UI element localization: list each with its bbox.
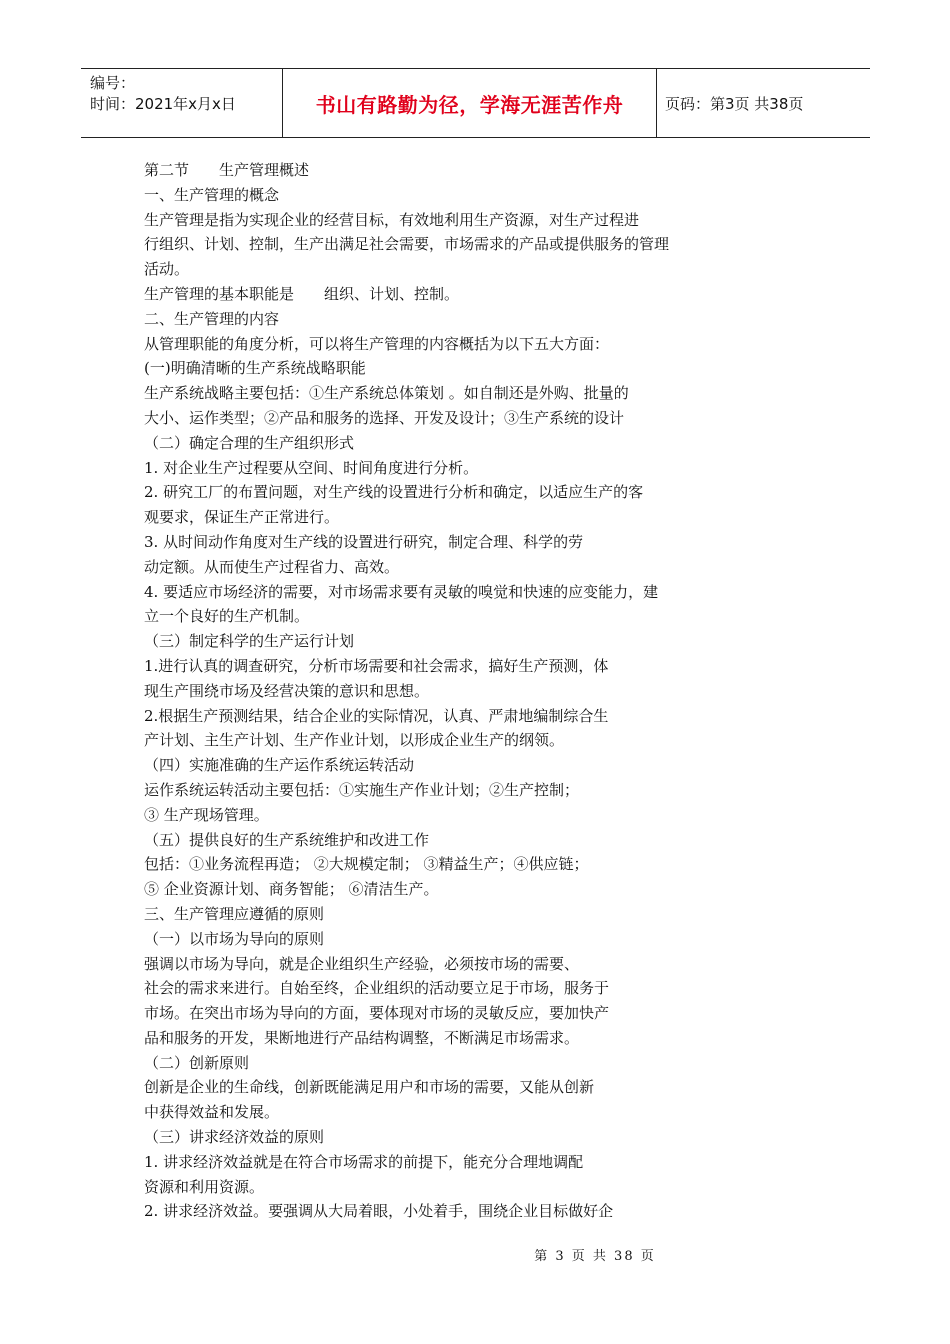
body-line: 品和服务的开发，果断地进行产品结构调整，不断满足市场需求。 (144, 1028, 580, 1047)
body-line: （五）提供良好的生产系统维护和改进工作 (144, 830, 430, 849)
body-line: 活动。 (144, 260, 190, 279)
header-page-info: 页码：第3页 共38页 (665, 94, 804, 113)
body-line: （四）实施准确的生产运作系统运转活动 (144, 756, 415, 775)
body-line: （三）讲求经济效益的原则 (144, 1128, 325, 1147)
body-line: 包括：①业务流程再造； ②大规模定制； ③精益生产；④供应链； (144, 855, 589, 874)
body-line: （三）制定科学的生产运行计划 (144, 632, 355, 651)
body-line: 创新是企业的生命线，创新既能满足用户和市场的需要，又能从创新 (144, 1078, 595, 1097)
body-line: 立一个良好的生产机制。 (144, 607, 310, 626)
body-line: 1. 对企业生产过程要从空间、时间角度进行分析。 (144, 458, 479, 477)
body-line: ③ 生产现场管理。 (144, 805, 269, 824)
body-line: 4. 要适应市场经济的需要，对市场需求要有灵敏的嗅觉和快速的应变能力，建 (144, 582, 659, 601)
body-line: 生产管理是指为实现企业的经营目标，有效地利用生产资源，对生产过程进 (144, 210, 640, 229)
body-line: 中获得效益和发展。 (144, 1103, 280, 1122)
body-line: 一、生产管理的概念 (144, 185, 280, 204)
body-line: 市场。在突出市场为导向的方面，要体现对市场的灵敏反应，要加快产 (144, 1004, 610, 1023)
body-line: 资源和利用资源。 (144, 1177, 265, 1196)
body-line: 1.进行认真的调查研究，分析市场需要和社会需求，搞好生产预测，体 (144, 656, 609, 675)
body-line: 强调以市场为导向，就是企业组织生产经验，必须按市场的需要、 (144, 954, 580, 973)
body-line: （二）确定合理的生产组织形式 (144, 433, 355, 452)
body-line: 现生产围绕市场及经营决策的意识和思想。 (144, 681, 430, 700)
body-line: 社会的需求来进行。自始至终，企业组织的活动要立足于市场，服务于 (144, 979, 610, 998)
body-line: 生产管理的基本职能是 组织、计划、控制。 (144, 284, 460, 303)
body-line: （二）创新原则 (144, 1053, 250, 1072)
doc-number-label: 编号： (90, 74, 136, 92)
body-line: 三、生产管理应遵循的原则 (144, 904, 325, 923)
body-line: 3. 从时间动作角度对生产线的设置进行研究，制定合理、科学的劳 (144, 532, 584, 551)
body-line: 产计划、主生产计划、生产作业计划，以形成企业生产的纲领。 (144, 731, 565, 750)
header-meta (81, 69, 282, 137)
document-body (144, 158, 764, 1224)
body-line: 2. 研究工厂的布置问题，对生产线的设置进行分析和确定，以适应生产的客 (144, 483, 644, 502)
body-line: ⑤ 企业资源计划、商务智能； ⑥清洁生产。 (144, 880, 439, 899)
body-line: 生产系统战略主要包括：①生产系统总体策划 。如自制还是外购、批量的 (144, 384, 629, 403)
body-line: 1. 讲求经济效益就是在符合市场需求的前提下，能充分合理地调配 (144, 1152, 584, 1171)
page-footer: 第 3 页 共 38 页 (534, 1249, 656, 1264)
header-motto: 书山有路勤为径，学海无涯苦作舟 (282, 69, 657, 137)
body-line: 大小、运作类型；②产品和服务的选择、开发及设计；③生产系统的设计 (144, 408, 625, 427)
body-line: 从管理职能的角度分析，可以将生产管理的内容概括为以下五大方面： (144, 334, 610, 353)
body-line: 行组织、计划、控制，生产出满足社会需要，市场需求的产品或提供服务的管理 (144, 235, 670, 254)
body-line: 运作系统运转活动主要包括：①实施生产作业计划；②生产控制； (144, 780, 580, 799)
body-line: 观要求，保证生产正常进行。 (144, 508, 340, 527)
doc-date: 时间：2021年x月x日 (90, 95, 236, 113)
body-line: (一)明确清晰的生产系统战略职能 (144, 359, 366, 378)
body-line: 二、生产管理的内容 (144, 309, 280, 328)
body-line: 第二节 生产管理概述 (144, 161, 310, 179)
body-line: 2.根据生产预测结果，结合企业的实际情况，认真、严肃地编制综合生 (144, 706, 609, 725)
page-header (81, 68, 870, 138)
body-line: 动定额。从而使生产过程省力、高效。 (144, 557, 400, 576)
body-line: （一）以市场为导向的原则 (144, 929, 325, 948)
body-line: 2. 讲求经济效益。要强调从大局着眼，小处着手，围绕企业目标做好企 (144, 1202, 614, 1221)
